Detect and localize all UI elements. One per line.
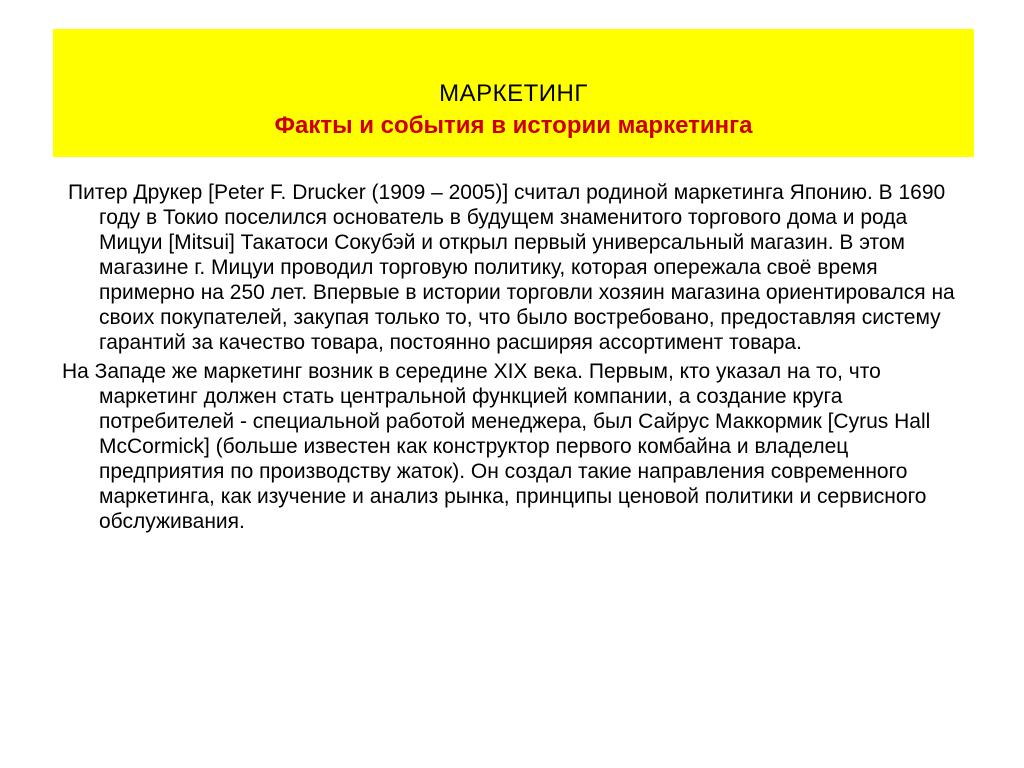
- title-banner: [53, 29, 974, 157]
- slide-body: [62, 180, 974, 534]
- paragraph-mccormick: На Западе же маркетинг возник в середине XIX века. Первым, кто указал на то, что маркетинг должен стать центральной функцией компании, а создание круга потребителей - специальной работой менеджера, был Сайрус Маккормик [Cyrus Hall McCormick] (больше известен как конструктор первого комбайна и владелец предприятия по производству жаток). Он создал такие направления современного маркетинга, как изучение и анализ рынка, принципы ценовой политики и сервисного обслуживания.: [62, 360, 931, 533]
- slide-subtitle: Факты и события в истории маркетинга: [274, 112, 753, 139]
- paragraph-drucker: Питер Друкер [Peter F. Drucker (1909 – 2005)] считал родиной маркетинга Японию. В 1690 году в Токио поселился основатель в будущем знаменитого торгового дома и рода Мицуи [Mitsui] Такатоси Сокубэй и открыл первый универсальный магазин. В этом магазине г. Мицуи проводил торговую политику, которая опережала своё время примерно на 250 лет. Впервые в истории торговли хозяин магазина ориентировался на своих покупателей, закупая только то, что было востребовано, предоставляя систему гарантий за качество товара, постоянно расширяя ассортимент товара.: [68, 181, 955, 354]
- slide-title: МАРКЕТИНГ: [439, 80, 588, 107]
